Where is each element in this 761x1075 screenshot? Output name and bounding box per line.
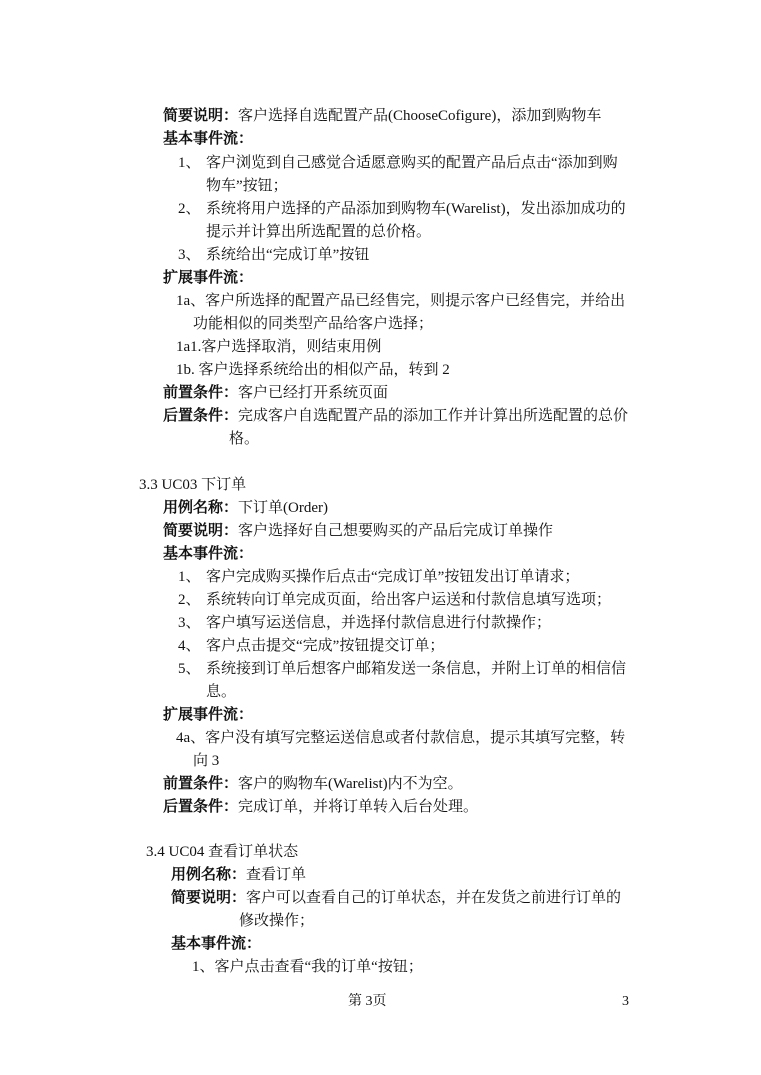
ext-step-text: 1a、客户所选择的配置产品已经售完，则提示客户已经售完，并给出 (176, 293, 626, 309)
brief-label: 简要说明： (163, 523, 239, 539)
brief-text: 客户选择好自己想要购买的产品后完成订单操作 (238, 523, 554, 539)
precondition-label: 前置条件： (163, 776, 239, 792)
step-text: 客户填写运送信息，并选择付款信息进行付款操作； (206, 615, 552, 631)
precondition-text: 客户已经打开系统页面 (238, 385, 389, 401)
step-text: 客户点击提交“完成”按钮提交订单； (206, 638, 445, 654)
ext-step-text: 1b. 客户选择系统给出的相似产品，转到 2 (176, 362, 450, 378)
step-text: 系统接到订单后想客户邮箱发送一条信息，并附上订单的相信信 (206, 661, 627, 677)
brief-line (163, 521, 553, 541)
brief-line (163, 106, 601, 126)
postcondition-label: 后置条件： (163, 799, 239, 815)
step-text: 客户完成购买操作后点击“完成订单”按钮发出订单请求； (206, 569, 580, 585)
use-case-name-label: 用例名称： (163, 500, 239, 516)
step-text: 系统将用户选择的产品添加到购物车(Warelist)，发出添加成功的 (206, 201, 626, 217)
precondition-label: 前置条件： (163, 385, 239, 401)
section-heading: 3.4 UC04 查看订单状态 (146, 844, 299, 860)
basic-flow-label: 基本事件流： (163, 131, 254, 147)
postcondition-text: 完成订单，并将订单转入后台处理。 (238, 799, 479, 815)
ext-step-text-cont: 功能相似的同类型产品给客户选择； (193, 316, 434, 332)
step-text: 1、客户点击查看“我的订单“按钮； (192, 959, 423, 975)
brief-label: 简要说明： (171, 890, 247, 906)
precondition-text: 客户的购物车(Warelist)内不为空。 (238, 776, 463, 792)
step-number: 3、 (178, 615, 201, 631)
use-case-name-line (163, 498, 328, 518)
use-case-name-text: 查看订单 (246, 867, 307, 883)
section-heading: 3.3 UC03 下订单 (139, 477, 247, 493)
ext-flow-label: 扩展事件流： (163, 270, 254, 286)
brief-line (171, 888, 621, 908)
step-text-cont: 物车”按钮； (206, 178, 288, 194)
ext-step-text: 1a1.客户选择取消，则结束用例 (176, 339, 382, 355)
step-text-cont: 提示并计算出所选配置的总价格。 (206, 224, 432, 240)
step-number: 2、 (178, 592, 201, 608)
use-case-name-text: 下订单(Order) (238, 500, 328, 516)
brief-label: 简要说明： (163, 108, 239, 124)
postcondition-line (163, 797, 478, 817)
brief-text: 客户选择自选配置产品(ChooseCofigure)，添加到购物车 (238, 108, 602, 124)
step-text: 系统转向订单完成页面，给出客户运送和付款信息填写选项； (206, 592, 612, 608)
step-number: 4、 (178, 638, 201, 654)
postcondition-label: 后置条件： (163, 408, 239, 424)
ext-step-text: 4a、客户没有填写完整运送信息或者付款信息，提示其填写完整，转 (176, 730, 626, 746)
postcondition-text-cont: 格。 (229, 431, 260, 447)
basic-flow-label: 基本事件流： (163, 546, 254, 562)
step-number: 5、 (178, 661, 201, 677)
precondition-line (163, 774, 463, 794)
precondition-line (163, 383, 388, 403)
step-text: 客户浏览到自己感觉合适愿意购买的配置产品后点击“添加到购 (206, 155, 618, 171)
ext-flow-label: 扩展事件流： (163, 707, 254, 723)
postcondition-text: 完成客户自选配置产品的添加工作并计算出所选配置的总价 (238, 408, 629, 424)
ext-step-text-cont: 向 3 (193, 753, 220, 769)
use-case-name-label: 用例名称： (171, 867, 247, 883)
brief-text-cont: 修改操作； (239, 913, 315, 929)
step-number: 2、 (178, 201, 201, 217)
step-text-cont: 息。 (206, 684, 237, 700)
basic-flow-label: 基本事件流： (171, 936, 262, 952)
step-number: 1、 (178, 569, 201, 585)
step-number: 1、 (178, 155, 201, 171)
page-footer-label: 第 3页 (348, 994, 387, 1009)
step-text: 系统给出“完成订单”按钮 (206, 247, 370, 263)
page-number: 3 (622, 994, 629, 1009)
postcondition-line (163, 406, 628, 426)
use-case-name-line (171, 865, 306, 885)
step-number: 3、 (178, 247, 201, 263)
brief-text: 客户可以查看自己的订单状态，并在发货之前进行订单的 (246, 890, 622, 906)
